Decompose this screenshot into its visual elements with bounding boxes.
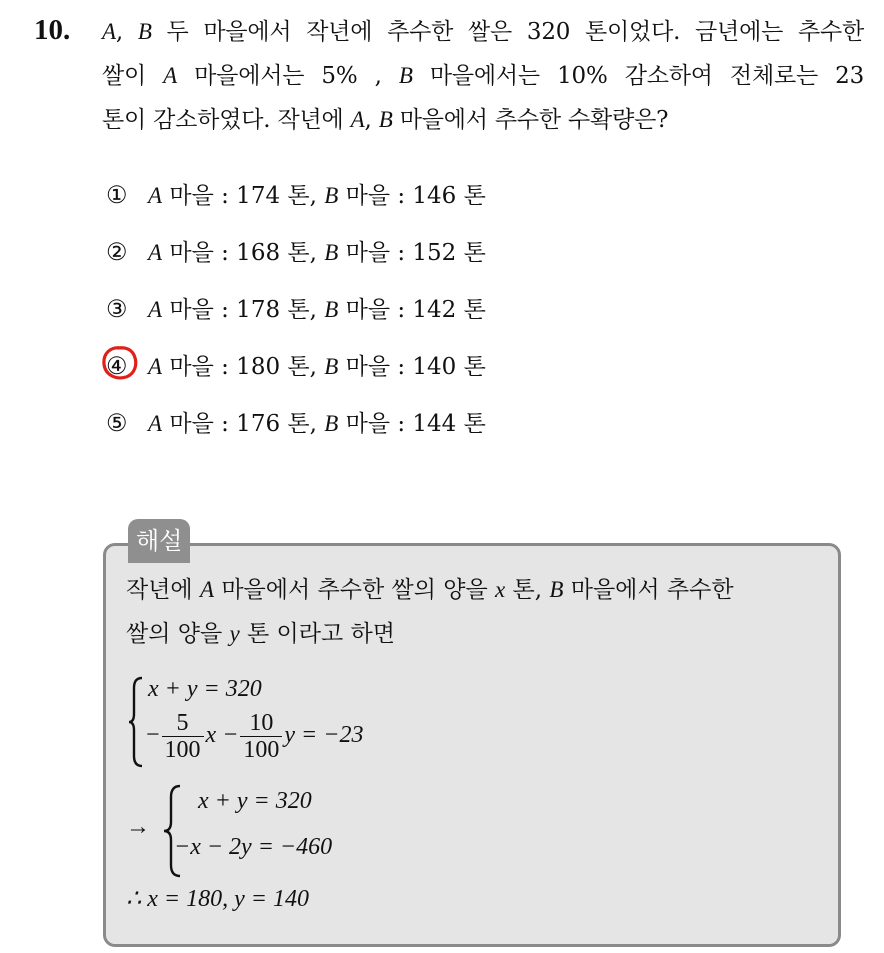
- text-segment: 마을 : 168 톤,: [162, 240, 325, 266]
- math-variable: A: [102, 19, 116, 44]
- choice-text: [148, 240, 486, 266]
- fraction-2: [240, 710, 282, 763]
- math-variable: B: [398, 63, 413, 88]
- text-segment: 마을 : 152 톤: [338, 240, 486, 266]
- left-brace-icon: [162, 784, 182, 878]
- text-segment: ,: [364, 107, 379, 133]
- text-segment: 마을 : 180 톤,: [162, 354, 325, 380]
- text-segment: 마을에서 추수한 쌀의 양을: [214, 577, 495, 603]
- math-variable: B: [324, 297, 339, 322]
- explanation-line: [126, 612, 826, 656]
- choice-4[interactable]: [106, 343, 486, 400]
- text-segment: 두 마을에서 작년에 추수한 쌀은 320 톤이었다. 금년에는 추수한: [151, 19, 864, 45]
- answer-circle-icon: [100, 344, 140, 382]
- choice-text: [148, 354, 486, 380]
- text-segment: 쌀이: [102, 63, 164, 89]
- text-segment: 마을에서 추수한 수확량은?: [392, 107, 669, 133]
- eq2-middle: x −: [205, 722, 239, 749]
- math-variable: A: [148, 354, 163, 379]
- math-variable: y: [229, 621, 240, 646]
- equation-1: x + y = 320: [148, 676, 262, 702]
- fraction-1: [162, 710, 204, 763]
- left-brace-icon: [128, 676, 144, 768]
- text-segment: 톤 이라고 하면: [239, 621, 395, 647]
- math-variable: B: [324, 240, 339, 265]
- text-segment: 마을 : 178 톤,: [162, 297, 325, 323]
- equation-system-1: [124, 674, 444, 774]
- text-segment: 마을 : 142 톤: [338, 297, 486, 323]
- choice-number: ①: [106, 181, 128, 209]
- math-variable: B: [378, 107, 393, 132]
- choice-list: [106, 172, 486, 457]
- conclusion-text: ∴ x = 180, y = 140: [126, 886, 309, 912]
- fraction-2-denominator: 100: [240, 736, 282, 763]
- eq2-end: y = −23: [284, 722, 364, 749]
- text-segment: 마을 : 174 톤,: [162, 183, 325, 209]
- math-variable: A: [148, 297, 163, 322]
- fraction-1-numerator: 5: [176, 710, 189, 736]
- choice-number: ③: [106, 295, 128, 323]
- question-line: [102, 54, 864, 98]
- fraction-2-numerator: 10: [249, 710, 274, 736]
- equation-4: −x − 2y = −460: [174, 834, 333, 860]
- math-variable: B: [324, 183, 339, 208]
- text-segment: 작년에: [126, 577, 200, 603]
- choice-text: [148, 411, 486, 437]
- choice-number: ②: [106, 238, 128, 266]
- text-segment: 마을 : 144 톤: [338, 411, 486, 437]
- math-variable: B: [324, 411, 339, 436]
- choice-2[interactable]: [106, 229, 486, 286]
- math-variable: B: [137, 19, 152, 44]
- text-segment: ,: [115, 19, 138, 45]
- question-number: 10.: [34, 14, 71, 46]
- text-segment: 쌀의 양을: [126, 621, 230, 647]
- equation-system-2: [124, 782, 444, 882]
- question-line: [102, 98, 864, 142]
- math-variable: A: [148, 240, 163, 265]
- math-variable: A: [350, 107, 365, 132]
- text-segment: 마을 : 140 톤: [338, 354, 486, 380]
- text-segment: 마을에서는 5% ,: [177, 63, 399, 89]
- choice-3[interactable]: [106, 286, 486, 343]
- text-segment: 마을 : 146 톤: [338, 183, 486, 209]
- explanation-text: [126, 568, 826, 656]
- explanation-tab: 해설: [128, 519, 190, 563]
- math-variable: A: [163, 63, 178, 88]
- explanation-line: [126, 568, 826, 612]
- explanation-box: [103, 543, 841, 947]
- choice-number: ⑤: [106, 409, 128, 437]
- math-variable: B: [324, 354, 339, 379]
- equation-2: [146, 710, 363, 763]
- conclusion: [126, 884, 309, 913]
- text-segment: 마을 : 176 톤,: [162, 411, 325, 437]
- text-segment: 톤,: [505, 577, 550, 603]
- arrow-icon: →: [126, 814, 150, 840]
- choice-1[interactable]: [106, 172, 486, 229]
- choice-5[interactable]: [106, 400, 486, 457]
- choice-text: [148, 183, 486, 209]
- math-variable: A: [199, 577, 215, 602]
- question-line: [102, 10, 864, 54]
- fraction-1-denominator: 100: [162, 736, 204, 763]
- math-variable: A: [148, 411, 163, 436]
- text-segment: 톤이 감소하였다. 작년에: [102, 107, 351, 133]
- text-segment: 마을에서 추수한: [563, 577, 734, 603]
- math-variable: A: [148, 183, 163, 208]
- question-text: [102, 10, 864, 142]
- math-variable: B: [549, 577, 564, 602]
- text-segment: 마을에서는 10% 감소하여 전체로는 23: [412, 63, 864, 89]
- equation-3: x + y = 320: [198, 788, 312, 814]
- math-variable: x: [495, 577, 506, 602]
- minus-sign: −: [146, 722, 160, 749]
- choice-text: [148, 297, 486, 323]
- question: [34, 10, 864, 142]
- choice-number: ④: [106, 352, 128, 380]
